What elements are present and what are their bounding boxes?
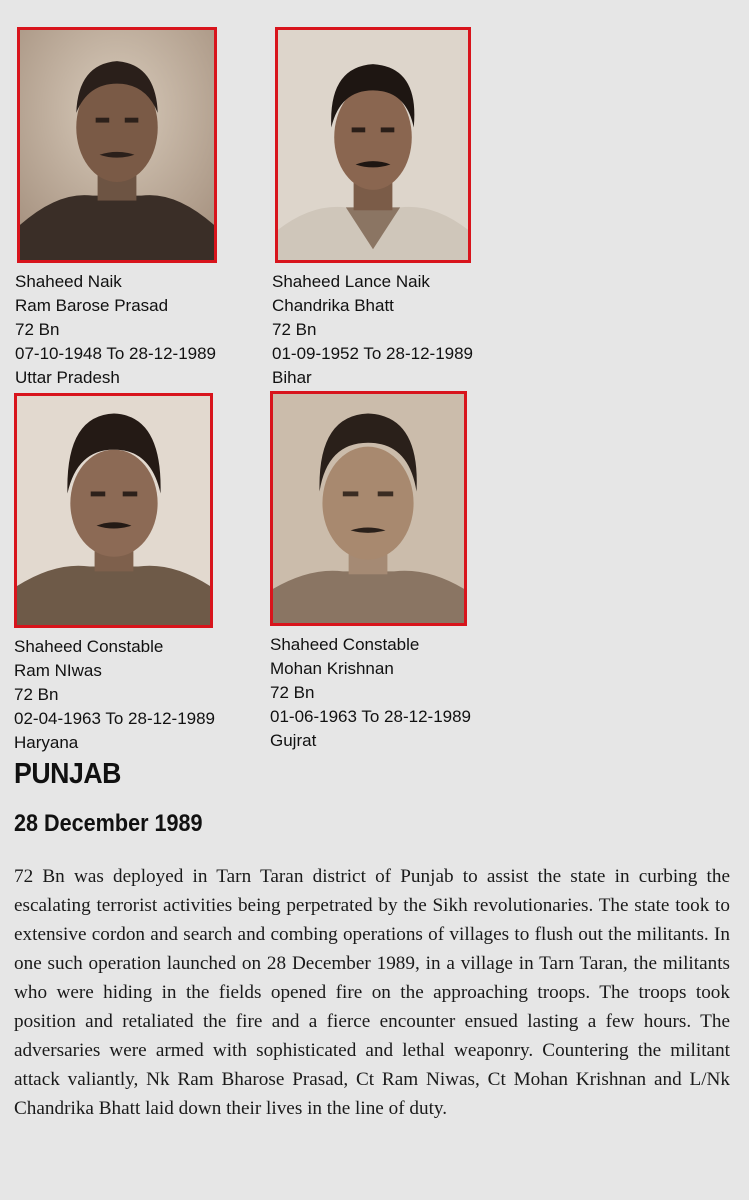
caption-battalion: 72 Bn xyxy=(14,685,59,704)
caption-dates: 02-04-1963 To 28-12-1989 xyxy=(14,709,216,728)
caption-state: Gujrat xyxy=(270,731,317,750)
portrait-photo-1 xyxy=(17,27,217,263)
section-title: PUNJAB xyxy=(14,758,121,790)
caption-dates: 01-06-1963 To 28-12-1989 xyxy=(270,707,472,726)
caption-dates: 01-09-1952 To 28-12-1989 xyxy=(272,344,474,363)
caption-state: Haryana xyxy=(14,733,79,752)
caption-name: Ram Barose Prasad xyxy=(15,296,169,315)
caption-name: Chandrika Bhatt xyxy=(272,296,394,315)
caption-rank: Shaheed Naik xyxy=(15,272,122,291)
caption-rank: Shaheed Constable xyxy=(270,635,420,654)
caption-battalion: 72 Bn xyxy=(270,683,315,702)
soldier-caption-4 xyxy=(270,633,471,753)
caption-rank: Shaheed Constable xyxy=(14,637,164,656)
caption-name: Mohan Krishnan xyxy=(270,659,394,678)
portrait-photo-4 xyxy=(270,391,467,626)
soldier-caption-3 xyxy=(14,635,215,755)
caption-battalion: 72 Bn xyxy=(15,320,60,339)
caption-rank: Shaheed Lance Naik xyxy=(272,272,430,291)
portrait-photo-3 xyxy=(14,393,213,628)
narrative-paragraph: 72 Bn was deployed in Tarn Taran district of Punjab to assist the state in curbing the escalating terrorist activities being perpetrated by the Sikh revolutionaries. The state took to extensive cordon and search and combing operations of villages to flush out the militants. In one such operation launched on 28 December 1989, in a village in Tarn Taran, the militants who were hiding in the fields opened fire on the approaching troops. The troops took position and retaliated the fire and a fierce encounter ensued lasting a few hours. The adversaries were armed with sophisticated and lethal weaponry. Countering the militant attack valiantly, Nk Ram Bharose Prasad, Ct Ram Niwas, Ct Mohan Krishnan and L/Nk Chandrika Bhatt laid down their lives in the line of duty. xyxy=(14,866,730,1119)
section-date: 28 December 1989 xyxy=(14,810,203,837)
caption-name: Ram NIwas xyxy=(14,661,102,680)
portrait-photo-2 xyxy=(275,27,471,263)
soldier-caption-2 xyxy=(272,270,473,390)
caption-dates: 07-10-1948 To 28-12-1989 xyxy=(15,344,217,363)
soldier-caption-1 xyxy=(15,270,216,390)
caption-state: Bihar xyxy=(272,368,312,387)
caption-state: Uttar Pradesh xyxy=(15,368,120,387)
caption-battalion: 72 Bn xyxy=(272,320,317,339)
